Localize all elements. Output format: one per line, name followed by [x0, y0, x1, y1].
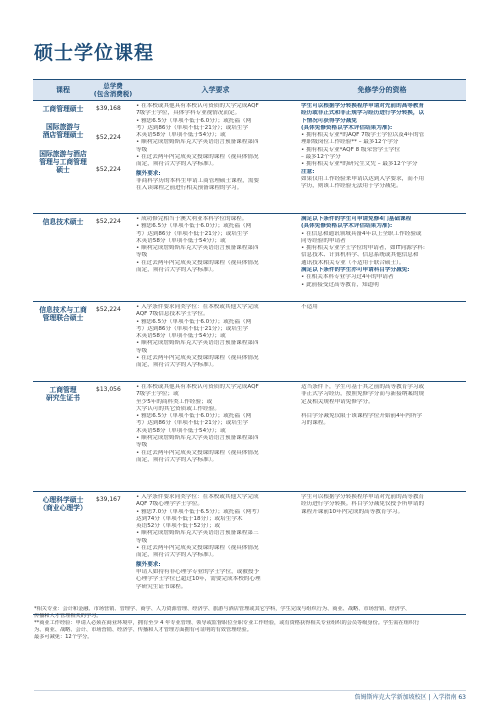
entry-line: • 在过去两年内完成英文授课的课程（视具体情况	[136, 259, 259, 266]
entry-line: • 顺利完成詹姆斯库克大学英语语言预备课程第三	[136, 530, 259, 537]
exemption-line: 同等经验的申请者	[301, 237, 346, 244]
program-name-line: 管理与工商管理	[39, 157, 87, 166]
entry-extra-line: 非商科学历的本科生申请工商管理硕士课程，需要	[136, 177, 260, 184]
footer-divider	[34, 690, 466, 691]
exemption-intro-line: 满足以下条件的学生亦可申请科目学分减免:	[301, 267, 410, 274]
table-row	[33, 302, 466, 382]
entry-line: • 在过去两年内完成英文授课的课程（视具体情况	[136, 355, 259, 362]
program-cell	[33, 214, 93, 302]
exemption-cell	[298, 492, 466, 615]
exemption-line: • 在信息和通讯领域具备4年以上全职工作经验或	[301, 230, 422, 237]
table-row	[33, 214, 466, 302]
entry-line: 考）达到86分（单项不低于21分）；或培生学	[136, 230, 249, 237]
entry-line: • 在过去两年内完成英文授课的课程（视具体情况	[136, 154, 259, 161]
exemption-line: • 在相关本科专业学习过4年的申请者	[301, 274, 394, 281]
entry-line: 英语52分（单项不低于52分）；或	[136, 523, 221, 530]
entry-line: 术英语58分（单项不低于54分）；或	[136, 333, 226, 340]
exemption-note-label: 注意:	[301, 168, 315, 175]
program-name	[36, 386, 90, 402]
entry-line: 至少5年的商科类工作经验；或	[136, 398, 213, 405]
entry-extra-line: 在入读课程之前进行相关预备课程的学习。	[136, 185, 243, 192]
fee-value: $52,224	[96, 306, 121, 313]
exemption-intro-line: (具体免修资格以学术评估结果为准):	[301, 124, 393, 131]
header-program: 课程	[33, 80, 93, 101]
entry-subheading: 额外要求:	[136, 170, 161, 177]
program-name-line: 心理科学硕士	[42, 496, 84, 504]
entry-line: 术英语58分（单项不低于54分）；或	[136, 132, 226, 139]
header-exemption: 免修学分的资格	[298, 80, 466, 101]
fee-value: $39,168	[96, 105, 121, 112]
entry-line: • 在过去两年内完成英文授课的课程（视具体情况	[136, 545, 259, 552]
fee-value: $13,056	[96, 386, 121, 393]
entry-line: • 雅思7.0分（单项不低于6.5分）；或托福（网考）	[136, 508, 263, 515]
exemption-intro-line: 下情况可获得学分减免	[301, 117, 357, 124]
header-entry: 入学要求	[133, 80, 298, 101]
entry-line: • 成功修完相当于澳大利亚本科学位的课程。	[136, 216, 248, 222]
entry-line: 考）达到86分（单项不低于21分）；或培生学	[136, 124, 249, 131]
page-title: 硕士学位课程	[34, 42, 155, 64]
exemption-line: 科目学分减免仅限于该课程学位开始前4年内所学	[301, 413, 423, 420]
exemption-line: • 拥有相关专业*AQF 8 级荣誉学士学位	[301, 146, 401, 153]
entry-line: • 雅思6.5分（单项不低于6.0分）；或托福（网	[136, 223, 252, 230]
entry-line: 而定，须符合大学的入学标准）。	[136, 362, 218, 369]
entry-line: 术英语58分（单项不低于54分）；或	[136, 427, 226, 434]
fee-cell	[93, 492, 133, 615]
entry-line: • 在本校或其他具有本校认可资质的大学完成AQF	[136, 384, 259, 390]
entry-line: 等级	[136, 537, 148, 544]
exemption-intro-line: 满足以下条件的学生可申请免修4门基础课程	[301, 216, 412, 222]
exemption-line: • 拥有相关专业*的研究生文凭 – 最多12个学分	[301, 161, 418, 168]
program-name-line: 国际旅游与酒店	[39, 149, 87, 158]
footnote-line: **商业工作经验：申请人必须在商业环境中，拥有至少 4 年专业管理、领导或监督职位全职专业工作经验，或有资格获得相关专业组织的会员等级身份。学生需在组织行	[34, 620, 420, 626]
fee-value: $39,167	[96, 496, 121, 503]
entry-line: • 雅思6.5分（单项不低于6.0分）；或托福（网	[136, 117, 252, 124]
exemption-line: 学生可以根据学分转换程序申请对先前的高等教育	[301, 494, 425, 500]
exemption-cell	[298, 214, 466, 302]
program-name-line: 信息技术与工商	[39, 306, 87, 314]
entry-line: • 顺利完成詹姆斯库克大学英语语言预备课程第四	[136, 340, 259, 347]
program-name-line: （商业心理学）	[39, 504, 87, 513]
entry-line: 达到74分（单项不低于18分）；或培生学术	[136, 515, 243, 522]
exemption-line: 定及相关规程申请免修学分。	[301, 398, 374, 405]
entry-line: • 在本校或其他具有本校认可资质的大学完成AQF	[136, 103, 259, 109]
course-table	[33, 79, 466, 615]
exemption-intro-line: 经历或非正式和非正规学习经历进行学分转换，以	[301, 110, 425, 117]
exemption-cell	[298, 382, 466, 492]
entry-requirements-cell	[133, 214, 298, 302]
program-name-line: 工商管理	[49, 386, 77, 394]
fee-cell	[93, 382, 133, 492]
program-name	[36, 306, 90, 322]
entry-line: 考）达到86分（单项不低于21分）；或培生学	[136, 420, 249, 427]
entry-requirements-cell	[133, 302, 298, 382]
exemption-line: 不适用	[301, 304, 318, 310]
entry-line: • 雅思6.5分（单项不低于6.0分）；或托福（网	[136, 413, 252, 420]
table-row	[33, 492, 466, 615]
exemption-line: 理职级岗位工作经验** – 最多12个学分	[301, 139, 399, 146]
exemption-cell	[298, 302, 466, 382]
entry-line: • 顺利完成詹姆斯库克大学英语语言预备课程第四	[136, 245, 259, 252]
program-name	[36, 218, 90, 226]
entry-extra-line: 心理学学士学位已超过10年，需要完成本校的心理	[136, 576, 261, 583]
footnote-line: 传播和人才管理相关的学习。	[34, 613, 102, 619]
entry-line: 7级学士学位；或	[136, 391, 179, 398]
entry-requirements-cell	[133, 101, 298, 214]
table-row	[33, 101, 466, 214]
entry-line: 等级	[136, 442, 148, 449]
exemption-line: 适当条件下，学生可基于其之前的高等教育学习或	[301, 384, 425, 390]
exemption-cell	[298, 101, 466, 214]
program-name-line: 研究生证书	[46, 394, 80, 403]
fee-value: $52,224	[96, 218, 121, 225]
exemption-note-line: 如果仅用工作经验来申请以达到入学要求，而不用	[301, 175, 425, 182]
entry-line: • 雅思6.5分（单项不低于6.0分）；或托福（网	[136, 318, 252, 325]
table-header-row	[33, 80, 466, 101]
entry-line: 而定，须符合大学的入学标准）。	[136, 267, 218, 274]
header-fee	[93, 80, 133, 101]
program-name-line: 硕士	[56, 166, 70, 175]
program-cell	[33, 492, 93, 615]
fee-cell	[93, 214, 133, 302]
program-name	[36, 105, 90, 113]
entry-line: 术英语58分（单项不低于54分）；或	[136, 237, 226, 244]
entry-line: 而定，须符合大学的入学标准）。	[136, 161, 218, 168]
program-name-line: 管理联合硕士	[42, 314, 84, 323]
exemption-line: • 拥有相关专业学士学位的申请者，如IT同源学科:	[301, 245, 425, 252]
exemption-line	[301, 406, 463, 413]
entry-extra-line: 申请人如持有非心理学专业的学士学位，或被授予	[136, 568, 260, 575]
footnote-line: 为、商业、战略、会计、市场营销、经济学、传播和人才管理方面拥有可证明的有效管理经验。	[34, 627, 252, 633]
footnotes	[34, 606, 466, 641]
entry-line: • 顺利完成詹姆斯库克大学英语语言预备课程第四	[136, 139, 259, 146]
entry-line: 7级学士学位，具体学科专业视情况而定。	[136, 110, 241, 117]
program-name	[36, 123, 90, 139]
program-name	[36, 496, 90, 512]
exemption-line: 课程开课前10年内完成的高等教育学习。	[301, 508, 404, 515]
entry-line: • 入学条件要求同类学位：在本校或其他大学完成	[136, 304, 259, 310]
program-name-line: 酒店管理硕士	[42, 131, 84, 140]
program-name-line: 国际旅游与	[46, 123, 80, 132]
entry-line: 考）达到86分（单项不低于21分）；或培生学	[136, 325, 249, 332]
program-name-line: 工商管理硕士	[42, 105, 84, 113]
exemption-line: – 最多12个学分	[301, 154, 341, 161]
entry-line: • 顺利完成詹姆斯库克大学英语语言预备课程第四	[136, 435, 259, 442]
fee-cell	[93, 101, 133, 214]
exemption-line: 信息技术、计算机科学、信息系统或其他信息和	[301, 252, 419, 259]
entry-extra-line: 学研究生证书课程。	[136, 583, 187, 590]
entry-line: 而定，须符合大学的入学标准）。	[136, 552, 218, 559]
program-name	[36, 150, 90, 175]
fee-cell	[93, 302, 133, 382]
entry-line: AQF 7级心理学学士学位。	[136, 501, 204, 508]
page-footer: 詹姆斯库克大学新加坡校区 | 入学指南 63	[354, 694, 466, 701]
entry-line: • 在过去两年内完成英文授课的课程（视具体情况	[136, 449, 259, 456]
program-cell	[33, 382, 93, 492]
entry-line: 等级	[136, 146, 148, 153]
exemption-line: 通讯技术相关专业（不适用于联合硕士）。	[301, 259, 405, 266]
entry-line: 等级	[136, 252, 148, 259]
fee-value: $52,224	[96, 134, 121, 142]
header-fee-line: (包含消费税)	[93, 90, 133, 98]
footnote-line: 最多可减免：12个学分。	[34, 634, 93, 640]
entry-line: 等级	[136, 347, 148, 354]
program-name-line: 信息技术硕士	[42, 218, 84, 226]
table-row	[33, 382, 466, 492]
exemption-intro-line: (具体免修资格以学术评估结果为准):	[301, 223, 393, 230]
exemption-intro-line: 学生可以根据学分转换程序申请对先前的高等教育	[301, 103, 425, 109]
entry-requirements-cell	[133, 382, 298, 492]
exemption-note-line: 学历，则该工作经验无法用于学分减免。	[301, 183, 402, 190]
entry-line: 大学认可的其它资质或工作经验。	[136, 405, 220, 412]
footnote-line: *相关专业：会计和金融、市场营销、管理学、商学、人力资源管理、经济学、旅游与酒店管理或其它学科，学生完成与组织行为、商业、战略、市场营销、经济学、	[34, 606, 411, 612]
entry-line: AQF 7级信息技术学士学位。	[136, 311, 209, 318]
exemption-line: • 拥有相关专业*的AQF 7级学士学位以及4年的管	[301, 132, 425, 139]
program-cell	[33, 101, 93, 214]
entry-requirements-cell	[133, 492, 298, 615]
exemption-line: • 此前接受过高等教育，知道明	[301, 281, 379, 288]
fee-value: $52,224	[96, 165, 121, 173]
header-fee-line: 总学费	[103, 81, 123, 90]
exemption-line: 经历进行学分转换。科目学分减免仅授予所申请的	[301, 501, 425, 508]
exemption-line: 非正式学习经历，按照免修学分而与新接纳案的规	[301, 391, 425, 398]
entry-line: 而定，须符合大学的入学标准）。	[136, 456, 218, 463]
entry-line: • 入学条件要求同类学位：在本校或其他大学完成	[136, 494, 259, 500]
exemption-line: 习的课程。	[301, 420, 329, 427]
entry-subheading: 额外要求:	[136, 561, 161, 568]
program-cell	[33, 302, 93, 382]
